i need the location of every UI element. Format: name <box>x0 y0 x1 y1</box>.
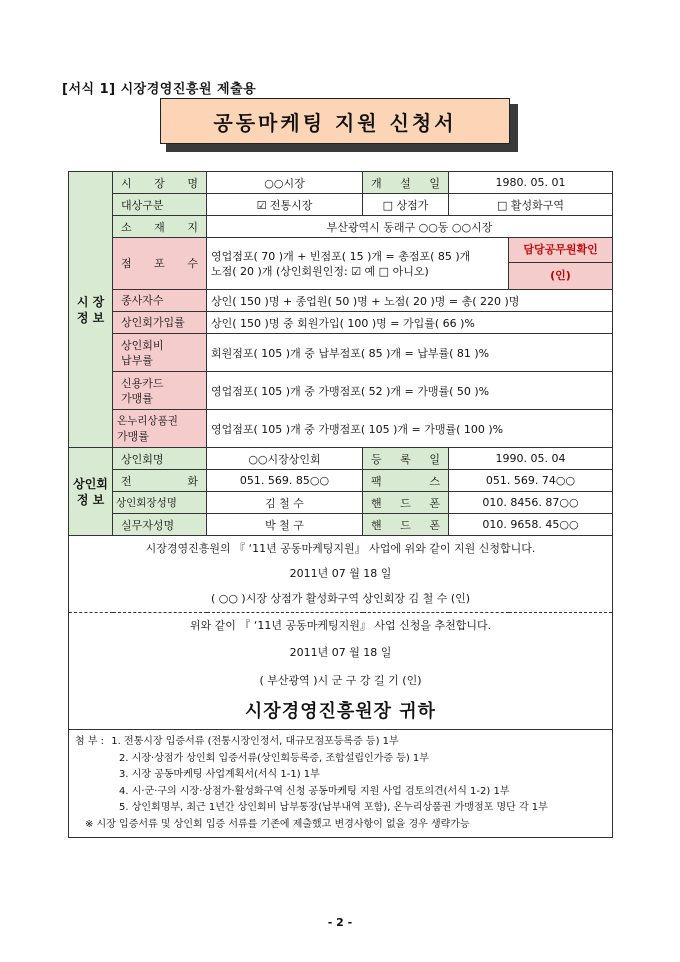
assoc-name: ○○시장상인회 <box>207 448 363 470</box>
attachment-item-3: 3. 시장 공동마케팅 사업계획서(서식 1-1) 1부 <box>119 769 320 780</box>
addressee: 시장경영진흥원장 귀하 <box>244 701 437 722</box>
card-label <box>113 372 207 410</box>
staff-mobile: 010. 9658. 45○○ <box>449 514 613 536</box>
target-option-traditional[interactable]: ☑ 전통시장 <box>207 194 363 216</box>
applicant-signature: ( ○○ )시장 상점가 활성화구역 상인회장 김 철 수 (인) <box>210 592 471 605</box>
phone: 051. 569. 85○○ <box>207 470 363 492</box>
location-label: 소 재 지 <box>113 216 207 238</box>
stores-line-2: 노점( 20 )개 (상인회원인정: ☑ 예 □ 아니오) <box>211 264 429 278</box>
staff-name: 박 철 구 <box>207 514 363 536</box>
market-info-section-label: 시 장 정 보 <box>69 172 113 448</box>
fax: 051. 569. 74○○ <box>449 470 613 492</box>
application-block <box>69 536 613 613</box>
attachment-line-1 <box>75 734 606 751</box>
official-confirm-box <box>509 238 613 290</box>
membership-rate: 상인( 150 )명 중 회원가입( 100 )명 = 가입률( 66 )% <box>207 312 613 334</box>
staff-mobile-label: 핸 드 폰 <box>363 514 449 536</box>
dues-label-line-2: 납부률 <box>121 353 153 367</box>
target-option-shopping-street[interactable]: □ 상점가 <box>363 194 449 216</box>
fax-label: 팩 스 <box>363 470 449 492</box>
workers-label: 종사자수 <box>113 290 207 312</box>
membership-label: 상인회가입률 <box>113 312 207 334</box>
workers-count: 상인( 150 )명 + 종업원( 50 )명 + 노점( 20 )명 = 총( 220 )명 <box>207 290 613 312</box>
stores-label: 점 포 수 <box>113 238 207 290</box>
head-name-label: 상인회장성명 <box>113 492 207 514</box>
head-name: 김 철 수 <box>207 492 363 514</box>
onnuri-label-line-1: 온누리상품권 <box>117 414 178 427</box>
staff-name-label: 실무자성명 <box>113 514 207 536</box>
card-label-line-1: 신용카드 <box>121 376 164 390</box>
assoc-info-section-label: 상인회 정 보 <box>69 448 113 536</box>
assoc-name-label: 상인회명 <box>113 448 207 470</box>
onnuri-rate: 영업점포( 105 )개 중 가맹점포( 105 )개 = 가맹률( 100 )% <box>207 410 613 448</box>
phone-label: 전 화 <box>113 470 207 492</box>
market-name: ○○시장 <box>207 172 363 194</box>
head-mobile-label: 핸 드 폰 <box>363 492 449 514</box>
form-header: [서식 1] 시장경영진흥원 제출용 <box>62 82 257 97</box>
official-confirm-label: 담당공무원확인 <box>509 238 612 263</box>
attachment-item-2: 2. 시장·상점가 상인회 입증서류(상인회등록증, 조합설립인가증 등) 1부 <box>119 752 429 764</box>
attachment-note: ※ 시장 입증서류 및 상인회 입증 서류를 기존에 제출했고 변경사항이 없을 경우 생략가능 <box>85 818 470 830</box>
stores-count <box>207 238 509 290</box>
attachments-prefix: 첨 부 : <box>75 736 105 747</box>
dues-label <box>113 334 207 372</box>
recommender-signature: ( 부산광역 )시 군 구 강 길 기 (인) <box>259 674 422 687</box>
recommend-date: 2011년 07 월 18 일 <box>289 646 392 659</box>
attachment-item-1: 1. 전통시장 입증서류 (전통시장인정서, 대규모점포등록증 등) 1부 <box>111 736 399 747</box>
opened-date-label: 개 설 일 <box>363 172 449 194</box>
target-label: 대상구분 <box>113 194 207 216</box>
opened-date: 1980. 05. 01 <box>449 172 613 194</box>
attachments <box>69 730 613 838</box>
recommend-text: 위와 같이 『 ‘11년 공동마케팅지원』 사업 신청을 추천합니다. <box>189 619 492 632</box>
apply-date: 2011년 07 월 18 일 <box>289 567 392 580</box>
reg-date: 1990. 05. 04 <box>449 448 613 470</box>
onnuri-label <box>113 410 207 448</box>
dues-label-line-1: 상인회비 <box>121 338 164 352</box>
application-table <box>68 171 613 838</box>
reg-date-label: 등 록 일 <box>363 448 449 470</box>
recommendation-block <box>69 613 613 730</box>
market-name-label: 시 장 명 <box>113 172 207 194</box>
attachment-item-4: 4. 시·군·구의 시장·상점가·활성화구역 신청 공동마케팅 지원 사업 검토의견(서식 1-2) 1부 <box>119 785 510 797</box>
card-rate: 영업점포( 105 )개 중 가맹점포( 52 )개 = 가맹률( 50 )% <box>207 372 613 410</box>
stores-line-1: 영업점포( 70 )개 + 빈점포( 15 )개 = 총점포( 85 )개 <box>211 249 471 263</box>
dues-rate: 회원점포( 105 )개 중 납부점포( 85 )개 = 납부률( 81 )% <box>207 334 613 372</box>
form-title: 공동마케팅 지원 신청서 <box>160 98 510 144</box>
official-seal: (인) <box>550 269 571 282</box>
target-option-revitalization[interactable]: □ 활성화구역 <box>449 194 613 216</box>
head-mobile: 010. 8456. 87○○ <box>449 492 613 514</box>
location: 부산광역시 동래구 ○○동 ○○시장 <box>207 216 613 238</box>
onnuri-label-line-2: 가맹률 <box>117 429 149 443</box>
attachment-item-5: 5. 상인회명부, 최근 1년간 상인회비 납부통장(납부내역 포함), 온누리상품권 가맹점포 명단 각 1부 <box>119 802 548 813</box>
card-label-line-2: 가맹률 <box>121 391 153 405</box>
apply-text: 시장경영진흥원의 『 ‘11년 공동마케팅지원』 사업에 위와 같이 지원 신청합니다. <box>145 542 536 555</box>
page-number: - 2 - <box>327 916 353 929</box>
